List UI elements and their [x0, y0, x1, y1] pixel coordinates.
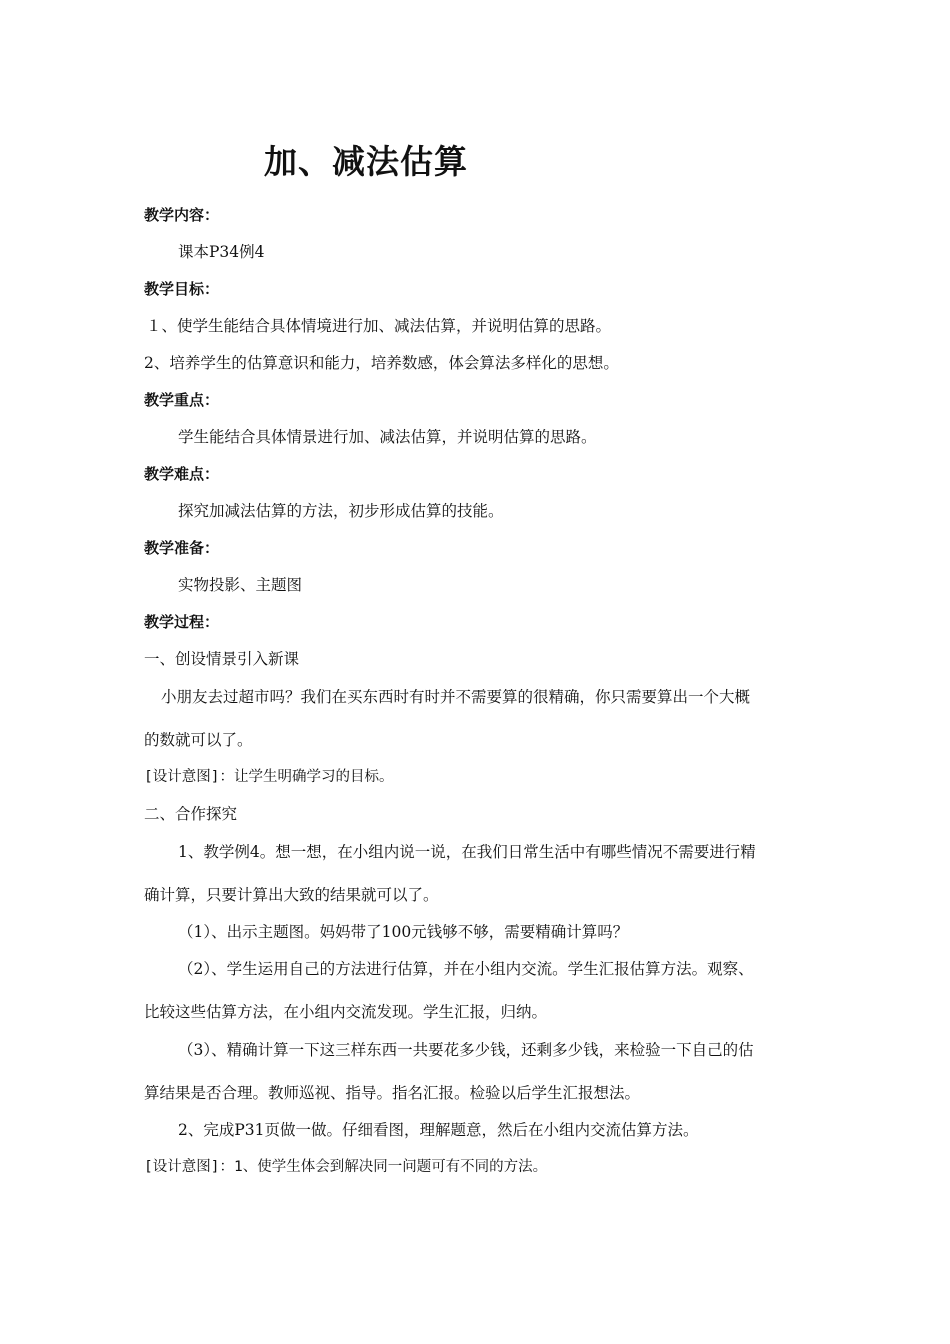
goal-item-1: １、使学生能结合具体情境进行加、减法估算，并说明估算的思路。: [146, 317, 612, 335]
design-intent-1: [设计意图]：让学生明确学习的目标。: [144, 769, 394, 785]
section-2-title: 二、合作探究: [144, 805, 238, 823]
sub-item-2-line-2: 比较这些估算方法，在小组内交流发现。学生汇报，归纳。: [144, 1003, 548, 1021]
process-heading: 教学过程：: [144, 613, 220, 631]
sub-item-2-line-1: （2）、学生运用自己的方法进行估算，并在小组内交流。学生汇报估算方法。观察、: [178, 960, 754, 978]
document-title: 加、减法估算: [264, 142, 468, 181]
section-1-title: 一、创设情景引入新课: [144, 650, 300, 668]
content-heading: 教学内容：: [144, 206, 220, 224]
content-text: 课本P34例4: [178, 243, 265, 261]
section-1-paragraph-line-1: 小朋友去过超市吗？我们在买东西时有时并不需要算的很精确，你只需要算出一个大概: [161, 688, 751, 706]
difficulty-heading: 教学难点：: [144, 465, 220, 483]
sub-item-3-line-1: （3）、精确计算一下这三样东西一共要花多少钱，还剩多少钱，来检验一下自己的估: [178, 1041, 754, 1059]
key-points-text: 学生能结合具体情景进行加、减法估算，并说明估算的思路。: [178, 428, 597, 446]
preparation-heading: 教学准备：: [144, 539, 220, 557]
item-1-line-1: 1、教学例4。想一想，在小组内说一说，在我们日常生活中有哪些情况不需要进行精: [178, 843, 756, 861]
section-1-paragraph-line-2: 的数就可以了。: [144, 731, 253, 749]
sub-item-1: （1）、出示主题图。妈妈带了100元钱够不够，需要精确计算吗？: [178, 923, 629, 941]
goals-heading: 教学目标：: [144, 280, 220, 298]
item-2: 2、完成P31页做一做。仔细看图，理解题意，然后在小组内交流估算方法。: [178, 1121, 699, 1139]
goal-item-2: 2、培养学生的估算意识和能力，培养数感，体会算法多样化的思想。: [144, 354, 619, 372]
item-1-line-2: 确计算，只要计算出大致的结果就可以了。: [144, 886, 439, 904]
design-intent-2: [设计意图]：1、使学生体会到解决同一问题可有不同的方法。: [144, 1159, 548, 1175]
preparation-text: 实物投影、主题图: [178, 576, 303, 594]
key-points-heading: 教学重点：: [144, 391, 220, 409]
difficulty-text: 探究加减法估算的方法，初步形成估算的技能。: [178, 502, 504, 520]
sub-item-3-line-2: 算结果是否合理。教师巡视、指导。指名汇报。检验以后学生汇报想法。: [144, 1084, 641, 1102]
